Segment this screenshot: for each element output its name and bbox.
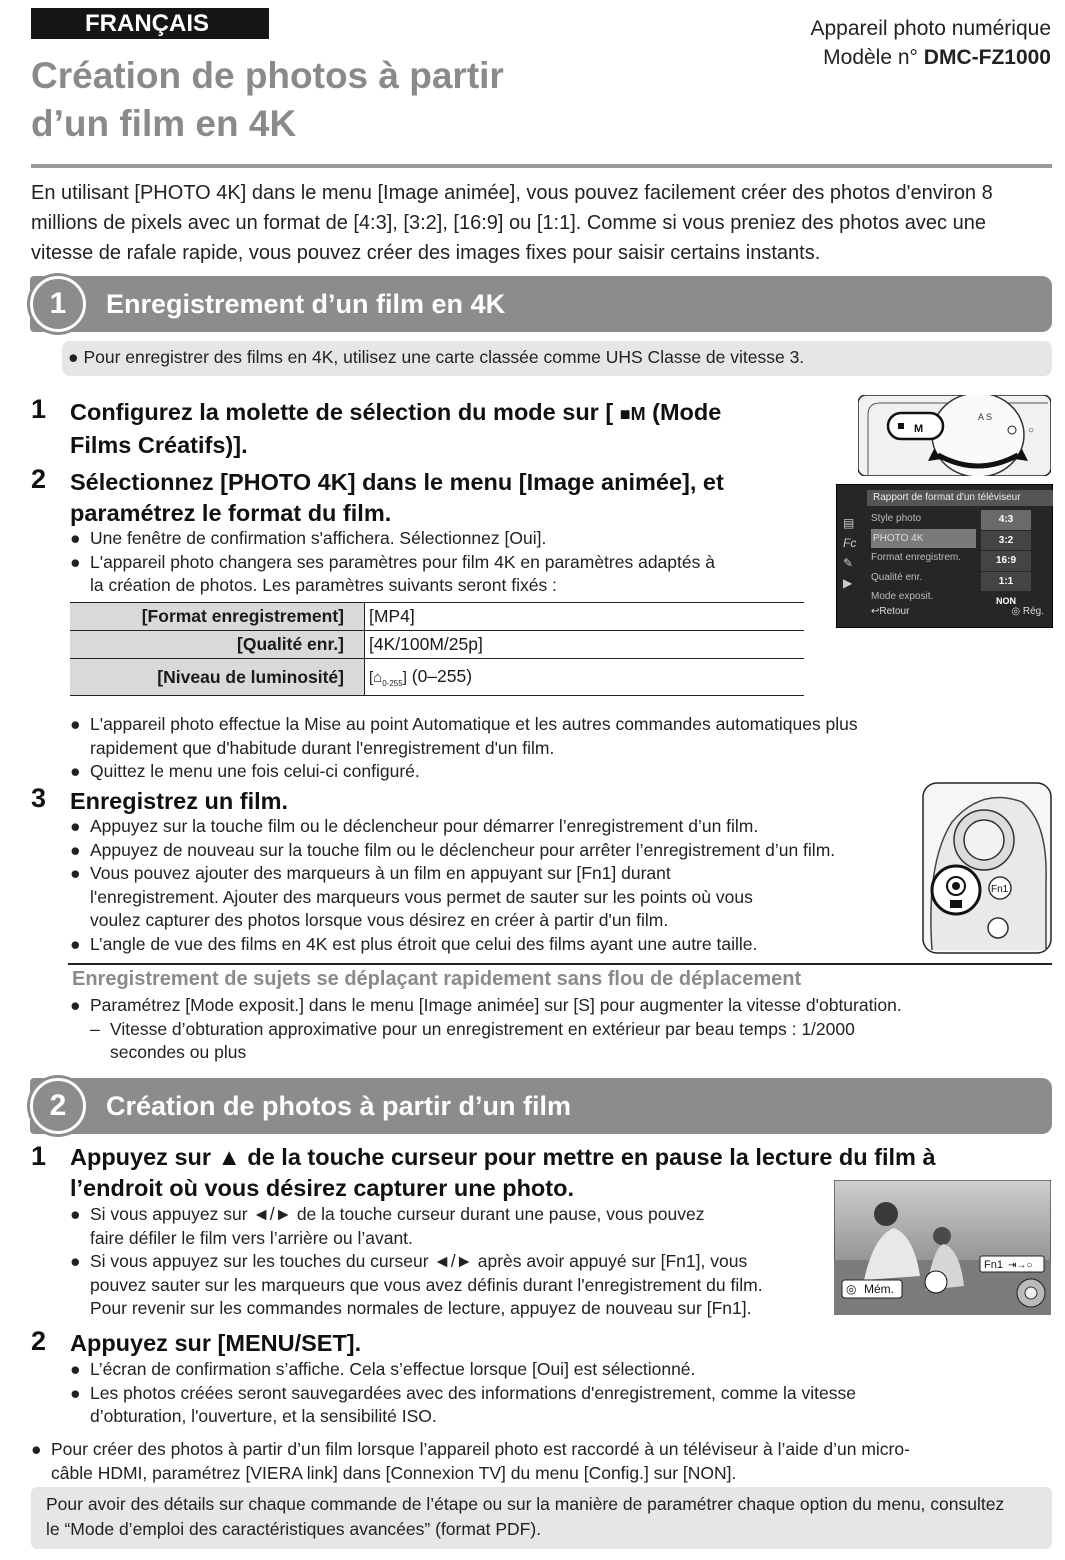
s1-step-2-b3b: rapidement que d'habitude durant l'enregistrement d'un film.: [90, 737, 555, 758]
table-row: [70, 603, 804, 631]
setting-name: [Qualité enr.]: [70, 631, 365, 659]
set-label: Rég.: [1022, 606, 1044, 617]
s2-step-1-b2b: pouvez sauter sur les marqueurs que vous avez définis durant l'enregistrement du film.: [90, 1274, 763, 1295]
sd-card-note: ● Pour enregistrer des films en 4K, utilisez une carte classée comme UHS Classe de vitesse 3.: [68, 347, 805, 367]
title-divider: [31, 164, 1052, 168]
page-title: [31, 52, 591, 148]
s2-step-2-heading: Appuyez sur [MENU/SET].: [70, 1330, 362, 1356]
s1-step-3-b3c: voulez capturer des photos lorsque vous désirez en créer à partir d'un film.: [90, 910, 669, 930]
hdmi-note-a: Pour créer des photos à partir d’un film lorsque l’appareil photo est raccordé à un téléviseur à l’aide d’un micro-: [51, 1439, 910, 1459]
s1-step-3-b1: Appuyez sur la touche film ou le déclencheur pour démarrer l’enregistrement d’un film.: [90, 816, 759, 836]
title-line-1: Création de photos à partir: [31, 55, 504, 96]
subsection-d1a: Vitesse d’obturation approximative pour un enregistrement en extérieur par beau temps : 1/2000: [110, 1018, 855, 1039]
menu-screen: [836, 484, 1053, 628]
sd-card-note-text: Pour enregistrer des films en 4K, utilisez une carte classée comme UHS Classe de vitesse 3.: [83, 347, 805, 367]
s1-step-3-bullets: ● Appuyez sur la touche film ou le déclencheur pour démarrer l’enregistrement d’un film. ● Appuyez de nouveau sur la touche film ou le déclencheur pour arrêter l’enregistrement d’un film. ● Vous pouvez ajouter des marqueurs à un film en appuyant sur [Fn1] durant l'enregistrement. Ajouter des marqueurs vous permet de sauter sur les points où vous voulez capturer des photos lorsque vous désirez en créer à partir d'un film. ● L’angle de vue des films en 4K est plus étroit que celui des films ayant une autre taille.: [70, 815, 920, 956]
s2-step-1-b1b: faire défiler le film vers l’arrière ou l’avant.: [90, 1227, 413, 1248]
option-3-2[interactable]: 3:2: [981, 531, 1031, 551]
product-name: Appareil photo numérique: [810, 17, 1051, 40]
section-1-number: 1: [30, 276, 86, 332]
menu-items: [871, 509, 976, 607]
s2-step-1-bullets: ● Si vous appuyez sur ◄/► de la touche curseur durant une pause, vous pouvez faire défiler le film vers l’arrière ou l’avant. ● Si vous appuyez sur les touches du curseur ◄/► après avoir appuyé sur [Fn1], vous pouvez sauter sur les marqueurs que vous avez définis durant l'enregistrement du film. Pour revenir sur les commandes normales de lecture, appuyez de nouveau sur [Fn1].: [70, 1203, 830, 1321]
s2-step-2-b1: L’écran de confirmation s’affiche. Cela s’effectue lorsque [Oui] est sélectionné.: [90, 1359, 696, 1379]
svg-text:A S: A S: [978, 412, 993, 422]
playback-photo: [834, 1180, 1051, 1315]
model-line: [811, 43, 1052, 72]
setting-value: [MP4]: [365, 603, 805, 631]
section-2-number: 2: [30, 1078, 86, 1134]
s1-step-2-b3a: L'appareil photo effectue la Mise au point Automatique et les autres commandes automatiques plus: [90, 714, 858, 734]
subsection-bullets: ● Paramétrez [Mode exposit.] dans le menu [Image animée] sur [S] pour augmenter la vitesse d'obturation. – Vitesse d’obturation approximative pour un enregistrement en extérieur par beau temps : 1/2000 secondes ou plus: [70, 994, 1050, 1065]
menu-item[interactable]: Mode exposit.: [871, 591, 934, 602]
menu-side-icons: [843, 513, 861, 593]
s1-step-1-head-b: (Mode: [652, 399, 722, 425]
menu-options: [981, 509, 1031, 612]
s1-step-2-b4: Quittez le menu une fois celui-ci configuré.: [90, 761, 420, 781]
menu-item-selected[interactable]: PHOTO 4K: [871, 529, 976, 549]
section-1-title: Enregistrement d’un film en 4K: [106, 289, 506, 319]
option-4-3[interactable]: 4:3: [981, 510, 1031, 530]
luminance-icon: $[⌂_{0-255}]$: [369, 669, 407, 688]
s2-step-2-b2b: d’obturation, l'ouverture, et la sensibilité ISO.: [90, 1406, 437, 1426]
s2-step-1-b2c: Pour revenir sur les commandes normales de lecture, appuyez de nouveau sur [Fn1].: [90, 1298, 752, 1318]
s1-step-2-head-a: Sélectionnez [PHOTO 4K] dans le menu [Image animée], et: [70, 469, 724, 495]
photo-fn-label: Fn1: [984, 1259, 1003, 1271]
s1-step-1-head-a: Configurez la molette de sélection du mode sur [: [70, 399, 614, 425]
hdmi-note: ● Pour créer des photos à partir d’un film lorsque l’appareil photo est raccordé à un téléviseur à l’aide d’un micro- câble HDMI, paramétrez [VIERA link] dans [Connexion TV] du menu [Config.] sur [NON].: [31, 1438, 1051, 1485]
setting-value-cell: [365, 659, 805, 696]
menu-item[interactable]: Style photo: [871, 513, 922, 524]
section-1-header: [30, 276, 1052, 332]
s1-step-2-b1: Une fenêtre de confirmation s'affichera. Sélectionnez [Oui].: [90, 528, 547, 548]
s1-step-3-b2: Appuyez de nouveau sur la touche film ou le déclencheur pour arrêter l’enregistrement d’un film.: [90, 839, 836, 860]
subsection-heading: Enregistrement de sujets se déplaçant rapidement sans flou de déplacement: [72, 968, 802, 990]
svg-text:○: ○: [1028, 425, 1035, 436]
s1-step-3-b3a: Vous pouvez ajouter des marqueurs à un film en appuyant sur [Fn1] durant: [90, 863, 671, 883]
title-line-2: d’un film en 4K: [31, 103, 297, 144]
s1-step-3-b4: L’angle de vue des films en 4K est plus étroit que celui des films ayant une autre taille.: [90, 933, 758, 954]
s2-step-2-b2a: Les photos créées seront sauvegardées avec des informations d'enregistrement, comme la vitesse: [90, 1382, 856, 1403]
marker-jump-icon: ⇥→○: [1008, 1260, 1033, 1271]
s1-step-2-number: 2: [31, 464, 47, 494]
section-2-title: Création de photos à partir d’un film: [106, 1091, 572, 1121]
option-16-9[interactable]: 16:9: [981, 551, 1031, 571]
back-label: Retour: [879, 606, 910, 617]
s1-step-3-b3b: l'enregistrement. Ajouter des marqueurs vous permet de sauter sur les points où vous: [90, 886, 753, 907]
s1-step-3-number: 3: [31, 783, 47, 813]
s2-step-2-number: 2: [31, 1326, 47, 1356]
language-badge: FRANÇAIS: [31, 8, 269, 39]
s1-step-2-bullets: ● Une fenêtre de confirmation s'affichera. Sélectionnez [Oui]. ● L'appareil photo changera ses paramètres pour film 4K en paramètres adaptés à la création de photos. Les paramètres suivants seront fixés :: [70, 527, 830, 598]
s2-step-1-b1a: Si vous appuyez sur ◄/► de la touche curseur durant une pause, vous pouvez: [90, 1204, 705, 1224]
wrench-icon: ✎: [843, 556, 854, 570]
svg-text:M: M: [914, 423, 924, 435]
mode-dial-illustration: [858, 395, 1051, 476]
model-info: [811, 14, 1052, 72]
s2-step-1-head-b: l’endroit où vous désirez capturer une photo.: [70, 1175, 574, 1201]
creative-video-icon: ■M: [619, 404, 646, 424]
playback-icon: ▶: [843, 576, 853, 590]
hdmi-note-b: câble HDMI, paramétrez [VIERA link] dans [Connexion TV] du menu [Config.] sur [NON].: [51, 1462, 737, 1483]
s1-step-1-heading: [70, 397, 830, 461]
subsection-b1: Paramétrez [Mode exposit.] dans le menu [Image animée] sur [S] pour augmenter la vitesse d'obturation.: [90, 995, 902, 1015]
s1-step-2-b2b: la création de photos. Les paramètres suivants seront fixés :: [90, 575, 557, 595]
s2-step-1-number: 1: [31, 1141, 47, 1171]
footer-note: Pour avoir des détails sur chaque commande de l’étape ou sur la manière de paramétrer chaque option du menu, consultez le “Mode d’emploi des caractéristiques avancées” (format PDF).: [46, 1494, 1005, 1539]
option-non[interactable]: NON: [996, 596, 1016, 606]
setting-name: [Format enregistrement]: [70, 603, 365, 631]
menu-item[interactable]: Qualité enr.: [871, 571, 923, 583]
option-1-1[interactable]: 1:1: [981, 572, 1031, 592]
setting-value: (0–255): [411, 666, 473, 686]
set-button[interactable]: ◎ Rég.: [1011, 606, 1044, 617]
s1-step-2-b2a: L'appareil photo changera ses paramètres pour film 4K en paramètres adaptés à: [90, 551, 715, 572]
s2-step-1-b2a: Si vous appuyez sur les touches du curseur ◄/► après avoir appuyé sur [Fn1], vous: [90, 1251, 748, 1271]
back-button[interactable]: ↩Retour: [871, 606, 910, 617]
setting-value: [4K/100M/25p]: [365, 631, 805, 659]
s1-step-2-heading: [70, 467, 830, 529]
s1-step-2-bullets-b: ● L'appareil photo effectue la Mise au point Automatique et les autres commandes automatiques plus rapidement que d'habitude durant l'enregistrement d'un film. ● Quittez le menu une fois celui-ci configuré.: [70, 713, 1030, 784]
luminance-icon-sub: 0-255: [382, 679, 403, 688]
model-prefix: Modèle n°: [823, 46, 918, 69]
s1-step-2-head-b: paramétrez le format du film.: [70, 500, 392, 526]
menu-item[interactable]: Format enregistrem.: [871, 552, 962, 563]
section-2-header: [30, 1078, 1052, 1134]
photo-mem-label: ◎: [846, 1282, 857, 1296]
model-number: DMC-FZ1000: [923, 46, 1051, 69]
camera-button-illustration: [922, 782, 1052, 954]
subsection-d1b: secondes ou plus: [110, 1042, 247, 1062]
menu-screen-header: Rapport de format d'un téléviseur: [867, 490, 1053, 506]
fixed-settings-table: [70, 602, 804, 696]
fn1-button-label: Fn1: [991, 884, 1009, 895]
photo-mem-text: Mém.: [864, 1282, 894, 1296]
s2-step-2-bullets: ● L’écran de confirmation s’affiche. Cela s’effectue lorsque [Oui] est sélectionné. ● Les photos créées seront sauvegardées avec des informations d'enregistrement, comme la vitesse d’obturation, l'ouverture, et la sensibilité ISO.: [70, 1358, 1030, 1429]
setting-name: [Niveau de luminosité]: [70, 659, 365, 696]
s2-step-1-head-a: Appuyez sur ▲ de la touche curseur pour mettre en pause la lecture du film à: [70, 1144, 936, 1170]
table-row: [70, 631, 804, 659]
s1-step-1-head-c: Films Créatifs)].: [70, 432, 248, 458]
film-icon: ▤: [843, 516, 855, 530]
subsection-divider: [68, 963, 1052, 965]
table-row: [70, 659, 804, 696]
intro-paragraph: En utilisant [PHOTO 4K] dans le menu [Image animée], vous pouvez facilement créer des photos d'environ 8 millions de pixels avec un format de [4:3], [3:2], [16:9] ou [1:1]. Comme si vous preniez des photos avec une vitesse de rafale rapide, vous pouvez créer des images fixes pour saisir certains instants.: [31, 182, 993, 264]
custom-icon: Fc: [843, 536, 857, 550]
s1-step-3-heading: Enregistrez un film.: [70, 788, 289, 814]
s1-step-1-number: 1: [31, 394, 47, 424]
